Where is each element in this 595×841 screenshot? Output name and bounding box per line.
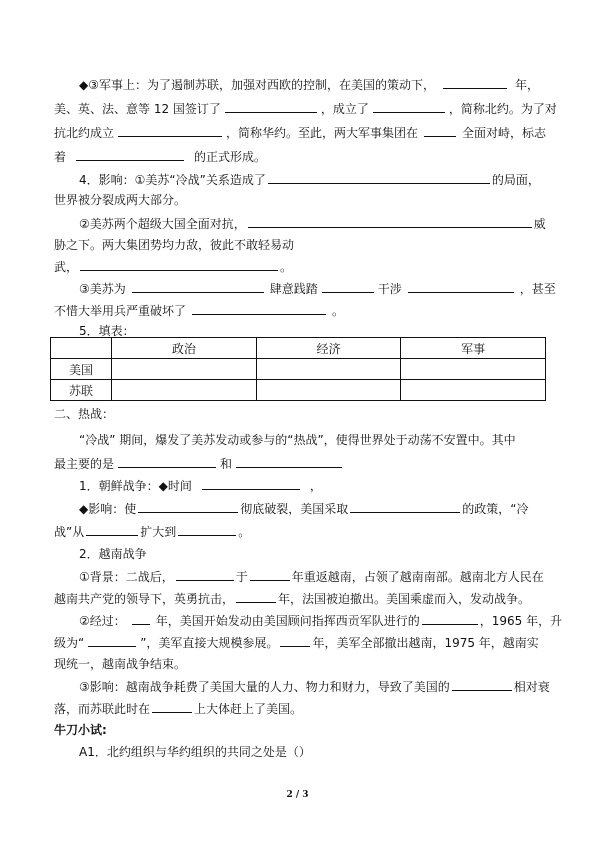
text: 武， — [54, 260, 79, 274]
text: 现统一，越南战争结束。 — [54, 657, 187, 671]
text-line — [54, 634, 539, 651]
text: 的局面， — [491, 173, 540, 187]
blank — [76, 148, 184, 161]
text: 于 — [235, 570, 248, 584]
text: 的政策，“冷 — [462, 502, 529, 516]
fill-in-table — [50, 337, 546, 401]
blank — [152, 700, 192, 713]
blank — [138, 500, 238, 513]
text: 的正式形成。 — [194, 150, 267, 164]
blank — [88, 634, 136, 647]
blank — [202, 477, 300, 490]
text-line — [54, 148, 266, 165]
text: 越南共产党的领导下，英勇抗击， — [54, 592, 235, 606]
text: ，简称北约。为了对 — [448, 102, 557, 116]
text: 抗北约成立 — [54, 126, 115, 140]
text: 1．朝鲜战争：◆时间 — [79, 479, 192, 493]
blank — [280, 634, 310, 647]
table-cell: 苏联 — [51, 380, 112, 401]
blank — [250, 568, 290, 581]
table-header-row — [51, 338, 546, 359]
text: ”，美军直接大规模参展。 — [140, 636, 279, 650]
blank — [132, 612, 150, 625]
text: ◆影响：使 — [79, 502, 137, 516]
text: ◆③军事上：为了遏制苏联，加强对西欧的控制，在美国的策动下， — [79, 78, 435, 92]
text-line — [79, 215, 546, 232]
text: ②经过： — [79, 614, 126, 628]
blank — [408, 280, 514, 293]
text: ，1965 年，升 — [479, 614, 563, 628]
blank — [118, 124, 222, 137]
blank — [424, 124, 456, 137]
text-line — [79, 612, 562, 629]
blank — [86, 523, 138, 536]
text-line — [79, 280, 556, 297]
text: 相对衰 — [513, 680, 550, 694]
blank — [80, 258, 278, 271]
text: 不惜大举用兵严重破坏了 — [54, 304, 187, 318]
text-line — [54, 258, 292, 275]
table-header-cell: 经济 — [256, 338, 401, 359]
text: 2．越南战争 — [79, 547, 147, 561]
text: 5．填表： — [79, 324, 135, 338]
text-line — [54, 455, 346, 472]
text: 战”从 — [54, 525, 85, 539]
text: 4．影响：①美苏“冷战”关系造成了 — [79, 173, 266, 187]
table-cell — [112, 359, 257, 380]
text: 牛刀小试: — [54, 723, 107, 737]
text: ③影响：越南战争耗费了美国大量的人力、物力和财力，导致了美国的 — [79, 680, 450, 694]
text-line — [54, 523, 250, 540]
blank — [268, 171, 490, 184]
text: 肆意践踏 — [269, 282, 318, 296]
table-header-cell: 政治 — [112, 338, 257, 359]
blank — [192, 302, 326, 315]
text: 年，法国被迫撤出。美国乘虚而入，发动战争。 — [278, 592, 531, 606]
text-line — [54, 302, 344, 319]
text: 。 — [332, 304, 345, 318]
text-line — [54, 192, 186, 208]
text-line — [54, 124, 546, 141]
blank — [236, 590, 276, 603]
text: ，简称华约。至此，两大军事集团在 — [226, 126, 419, 140]
table-cell — [401, 380, 546, 401]
blank — [225, 100, 317, 113]
table-cell — [112, 380, 257, 401]
blank — [118, 455, 216, 468]
text: 二、热战： — [54, 407, 115, 421]
text-line — [79, 568, 544, 585]
blank — [373, 100, 445, 113]
text-line — [79, 546, 147, 562]
blank — [248, 215, 532, 228]
text: ，成立了 — [320, 102, 369, 116]
text: 年， — [515, 78, 540, 92]
table-row — [51, 359, 546, 380]
text-line — [79, 500, 528, 517]
text-line — [79, 477, 322, 494]
text-line — [54, 100, 557, 117]
question — [79, 744, 311, 760]
text: 威 — [533, 217, 546, 231]
text-line — [79, 678, 550, 695]
text: A1．北约组织与华约组织的共同之处是（） — [79, 745, 311, 759]
text-line — [79, 171, 540, 188]
text: 美、英、法、意等 12 国签订了 — [54, 102, 221, 116]
table-header-cell: 军事 — [401, 338, 546, 359]
text: ，甚至 — [519, 282, 556, 296]
text: 世界被分裂成两大部分。 — [54, 193, 187, 207]
text-line — [54, 656, 186, 672]
text-line — [54, 700, 302, 717]
text: ②美苏两个超级大国全面对抗， — [79, 217, 246, 231]
page-number: 2 / 3 — [286, 790, 309, 800]
blank — [178, 523, 236, 536]
blank — [132, 280, 264, 293]
section-heading — [54, 722, 107, 738]
text-line — [79, 76, 539, 93]
text: ①背景：二战后， — [79, 570, 174, 584]
blank — [422, 612, 478, 625]
text: 着 — [54, 150, 67, 164]
text: 胁之下。两大集团势均力敌，彼此不敢轻易动 — [54, 238, 295, 252]
text: 级为“ — [54, 636, 85, 650]
blank — [236, 455, 342, 468]
text-line — [79, 432, 516, 448]
text: 年重返越南，占领了越南南部。越南北方人民在 — [291, 570, 544, 584]
section-heading — [54, 406, 114, 422]
text: 全面对峙，标志 — [462, 126, 547, 140]
text: 扩大到 — [140, 525, 177, 539]
text: 上大体赶上了美国。 — [194, 702, 303, 716]
text-line — [54, 237, 294, 253]
table-header-cell — [51, 338, 112, 359]
text: 落，而苏联此时在 — [54, 702, 151, 716]
text: 最主要的是 — [54, 457, 115, 471]
blank — [443, 76, 507, 89]
blank — [452, 678, 512, 691]
text: 和 — [220, 457, 233, 471]
blank — [350, 500, 460, 513]
table-row — [51, 380, 546, 401]
text: 年，美军全部撤出越南，1975 年，越南实 — [312, 636, 539, 650]
blank — [322, 280, 374, 293]
table-cell — [401, 359, 546, 380]
text-line — [54, 590, 530, 607]
text: 年，美国开始发动由美国顾问指挥西贡军队进行的 — [155, 614, 420, 628]
table-cell: 美国 — [51, 359, 112, 380]
text: 干涉 — [377, 282, 402, 296]
text: 。 — [280, 260, 293, 274]
text: ， — [309, 479, 322, 493]
table-cell — [256, 380, 401, 401]
blank — [176, 568, 234, 581]
text: ③美苏为 — [79, 282, 126, 296]
table-cell — [256, 359, 401, 380]
text: 。 — [238, 525, 251, 539]
text: 彻底破裂，美国采取 — [240, 502, 349, 516]
text: “冷战” 期间，爆发了美苏发动或参与的“热战”，使得世界处于动荡不安置中。其中 — [79, 433, 516, 447]
